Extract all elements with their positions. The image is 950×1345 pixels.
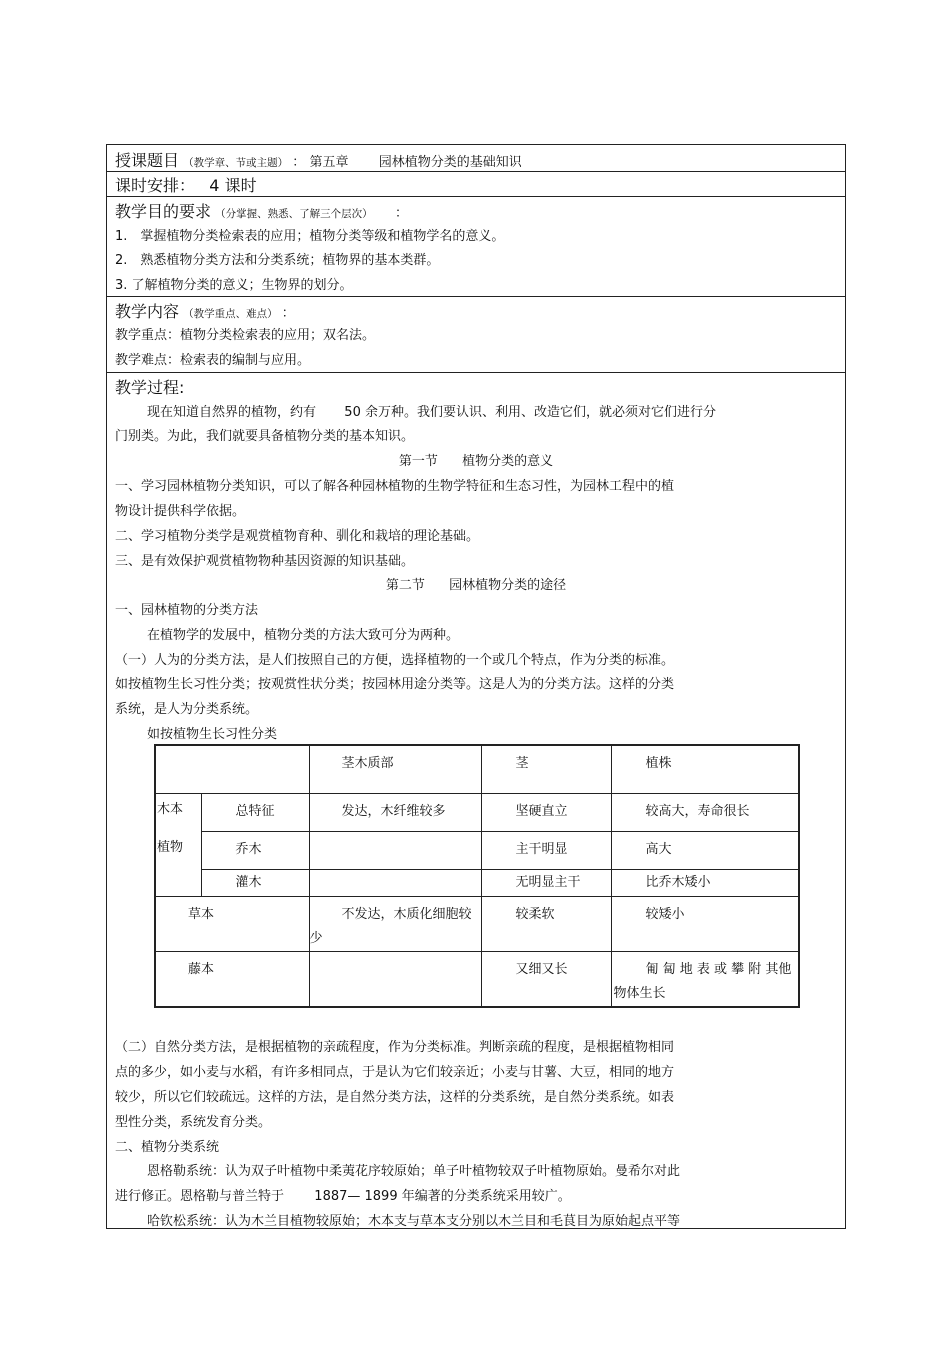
paragraph-line: （一）人为的分类方法，是人们按照自己的方便，选择植物的一个或几个特点，作为分类的标准。	[115, 653, 675, 668]
paragraph-line: 哈钦松系统：认为木兰目植物较原始；木本支与草本支分别以木兰目和毛茛目为原始起点平等	[147, 1214, 681, 1229]
content-heading	[115, 299, 295, 322]
woody-label: 木本	[157, 801, 184, 817]
row-name: 灌木	[201, 869, 309, 896]
section-number: 第二节	[385, 578, 425, 593]
intro-text: 现在知道自然界的植物，约有	[147, 405, 317, 420]
intro-text: 50 余万种。我们要认识、利用、改造它们，就必须对它们进行分	[344, 405, 716, 420]
table-header-row	[155, 745, 799, 793]
paragraph-line: 一、学习园林植物分类知识，可以了解各种园林植物的生物学特征和生态习性，为园林工程中的植	[115, 479, 675, 494]
content-note: （教学重点、难点）	[183, 308, 278, 320]
objective-item: 3. 了解植物分类的意义；生物界的划分。	[115, 278, 353, 293]
objectives-label: 教学目的要求	[115, 202, 212, 221]
objectives-note: （分掌握、熟悉、了解三个层次）	[215, 208, 373, 220]
paragraph-text: 进行修正。恩格勒与普兰特于	[115, 1189, 285, 1204]
intro-line: 门别类。为此，我们就要具备植物分类的基本知识。	[115, 429, 415, 444]
table-cell: 无明显主干	[481, 869, 611, 896]
table-cell: 不发达，木质化细胞较少	[309, 896, 481, 951]
difficulties: 教学难点：检索表的编制与应用。	[115, 353, 311, 368]
paragraph-line: （二）自然分类方法，是根据植物的亲疏程度，作为分类标准。判断亲疏的程度，是根据植物相同	[115, 1040, 675, 1055]
objective-item: 2. 熟悉植物分类方法和分类系统；植物界的基本类群。	[115, 253, 440, 268]
row-name: 总特征	[201, 793, 309, 831]
paragraph-line: 三、是有效保护观赏植物物种基因资源的知识基础。	[115, 554, 415, 569]
table-caption: 如按植物生长习性分类	[147, 727, 278, 742]
objective-item: 1. 掌握植物分类检索表的应用；植物分类等级和植物学名的意义。	[115, 229, 505, 244]
table-corner-cell	[155, 745, 309, 793]
paragraph-line: 型性分类，系统发育分类。	[115, 1115, 272, 1130]
table-row	[155, 793, 799, 831]
table-row	[155, 869, 799, 896]
growth-habit-table	[154, 744, 800, 1008]
paragraph-line: 物设计提供科学依据。	[115, 504, 246, 519]
column-header: 植株	[611, 745, 799, 793]
table-row	[155, 831, 799, 869]
table-cell	[309, 831, 481, 869]
woody-label: 植物	[157, 839, 184, 855]
table-cell: 匍 匐 地 表 或 攀 附 其他物体生长	[611, 951, 799, 1007]
row-name: 草本	[155, 896, 309, 951]
key-points: 教学重点：植物分类检索表的应用；双名法。	[115, 328, 376, 343]
hours-value: 4 课时	[209, 176, 257, 195]
topic-chapter: 第五章	[309, 155, 349, 170]
woody-group-cell	[155, 793, 201, 896]
divider	[107, 372, 845, 373]
table-cell: 较高大，寿命很长	[611, 793, 799, 831]
table-cell	[309, 951, 481, 1007]
topic-note: （教学章、节或主题）	[183, 157, 289, 169]
paragraph-line: 系统，是人为分类系统。	[115, 702, 259, 717]
content-label: 教学内容	[115, 302, 180, 321]
paragraph-line: 二、学习植物分类学是观赏植物育种、驯化和栽培的理论基础。	[115, 529, 480, 544]
objectives-colon: ：	[394, 206, 408, 221]
paragraph-line: 如按植物生长习性分类；按观赏性状分类；按园林用途分类等。这是人为的分类方法。这样的分类	[115, 677, 675, 692]
paragraph-line: 在植物学的发展中，植物分类的方法大致可分为两种。	[147, 628, 460, 643]
table-cell: 较柔软	[481, 896, 611, 951]
column-header: 茎木质部	[309, 745, 481, 793]
hours-row	[115, 173, 257, 196]
section-heading	[107, 450, 845, 469]
paragraph-line: 点的多少，如小麦与水稻，有许多相同点，于是认为它们较亲近；小麦与甘薯、大豆，相同的地方	[115, 1065, 675, 1080]
paragraph-line: 恩格勒系统：认为双子叶植物中柔荑花序较原始；单子叶植物较双子叶植物原始。曼希尔对此	[147, 1164, 681, 1179]
table-cell: 高大	[611, 831, 799, 869]
paragraph-line: 较少，所以它们较疏远。这样的方法，是自然分类方法，这样的分类系统，是自然分类系统。如表	[115, 1090, 675, 1105]
topic-row	[115, 148, 522, 171]
section-heading	[107, 574, 845, 593]
lesson-plan-frame	[106, 144, 846, 1229]
divider	[107, 171, 845, 172]
hours-label: 课时安排：	[115, 176, 196, 195]
objectives-heading	[115, 199, 408, 222]
row-name: 乔木	[201, 831, 309, 869]
topic-title: 园林植物分类的基础知识	[378, 155, 522, 170]
subheading: 二、植物分类系统	[115, 1140, 220, 1155]
table-cell: 发达，木纤维较多	[309, 793, 481, 831]
section-title: 园林植物分类的途径	[449, 578, 567, 593]
table-cell: 主干明显	[481, 831, 611, 869]
topic-colon: ：	[292, 155, 306, 170]
divider	[107, 196, 845, 197]
paragraph-line	[115, 1185, 571, 1204]
intro-line	[147, 401, 716, 420]
section-title: 植物分类的意义	[462, 454, 554, 469]
table-cell: 又细又长	[481, 951, 611, 1007]
divider	[107, 296, 845, 297]
content-colon: ：	[281, 306, 295, 321]
column-header: 茎	[481, 745, 611, 793]
row-name: 藤本	[155, 951, 309, 1007]
table-cell: 比乔木矮小	[611, 869, 799, 896]
process-label: 教学过程:	[115, 378, 185, 397]
section-number: 第一节	[398, 454, 438, 469]
table-row	[155, 896, 799, 951]
table-cell: 坚硬直立	[481, 793, 611, 831]
paragraph-text: 1887— 1899 年编著的分类系统采用较广。	[314, 1189, 571, 1204]
table-cell	[309, 869, 481, 896]
table-row	[155, 951, 799, 1007]
topic-label: 授课题目	[115, 151, 180, 170]
subheading: 一、园林植物的分类方法	[115, 603, 259, 618]
table-cell: 较矮小	[611, 896, 799, 951]
